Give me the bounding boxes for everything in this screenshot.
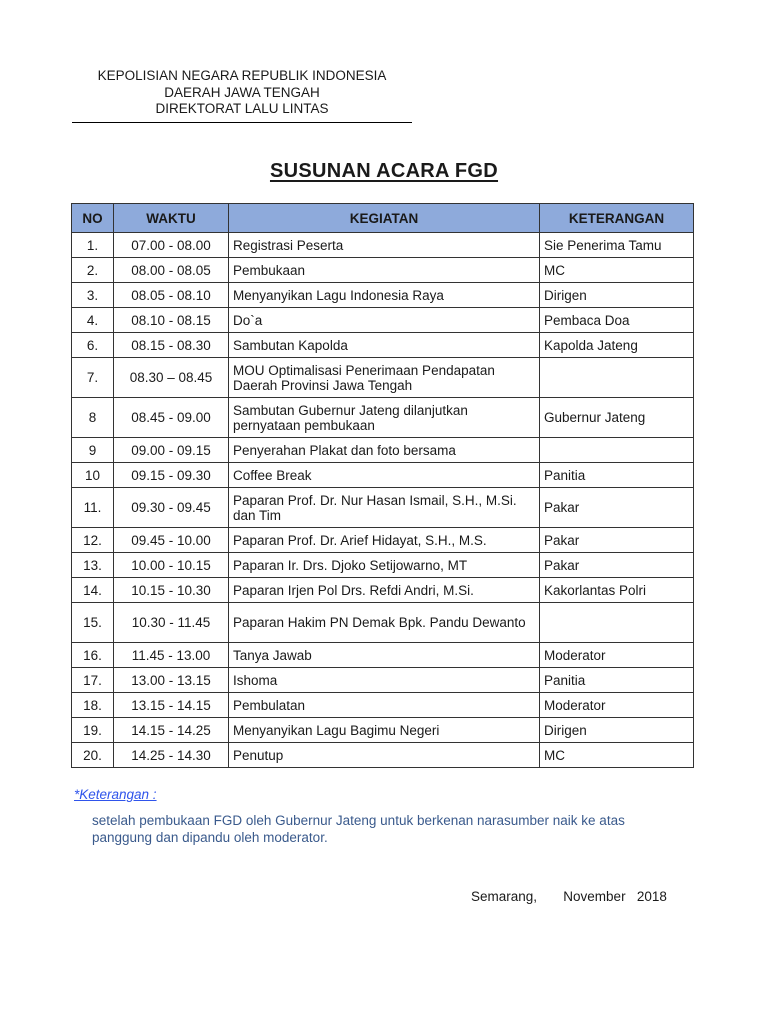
cell-activity: Paparan Ir. Drs. Djoko Setijowarno, MT — [229, 553, 540, 578]
table-header-row — [72, 204, 694, 233]
cell-no: 20. — [72, 743, 114, 768]
cell-note: Pakar — [540, 488, 694, 528]
header-no: NO — [72, 204, 114, 233]
letterhead-line-3: DIREKTORAT LALU LINTAS — [155, 101, 329, 116]
document-title — [0, 160, 768, 183]
table-row — [72, 398, 694, 438]
table-row — [72, 233, 694, 258]
cell-activity: Coffee Break — [229, 463, 540, 488]
header-kegiatan: KEGIATAN — [229, 204, 540, 233]
cell-no: 19. — [72, 718, 114, 743]
cell-activity: Sambutan Kapolda — [229, 333, 540, 358]
cell-note: Gubernur Jateng — [540, 398, 694, 438]
header-keterangan: KETERANGAN — [540, 204, 694, 233]
cell-no: 3. — [72, 283, 114, 308]
cell-activity: Paparan Prof. Dr. Arief Hidayat, S.H., M.S. — [229, 528, 540, 553]
table-row — [72, 438, 694, 463]
cell-time: 07.00 - 08.00 — [114, 233, 229, 258]
cell-activity: Sambutan Gubernur Jateng dilanjutkan pernyataan pembukaan — [229, 398, 540, 438]
table-row — [72, 488, 694, 528]
cell-time: 10.00 - 10.15 — [114, 553, 229, 578]
cell-no: 4. — [72, 308, 114, 333]
cell-activity: Paparan Hakim PN Demak Bpk. Pandu Dewanto — [229, 603, 540, 643]
cell-time: 10.30 - 11.45 — [114, 603, 229, 643]
cell-activity: Tanya Jawab — [229, 643, 540, 668]
table-row — [72, 528, 694, 553]
cell-time: 09.15 - 09.30 — [114, 463, 229, 488]
table-row — [72, 463, 694, 488]
cell-activity: Ishoma — [229, 668, 540, 693]
cell-time: 09.30 - 09.45 — [114, 488, 229, 528]
signoff-place-date: Semarang, November 2018 — [471, 889, 667, 904]
cell-note: Moderator — [540, 693, 694, 718]
cell-no: 10 — [72, 463, 114, 488]
table-row — [72, 693, 694, 718]
cell-note: Pembaca Doa — [540, 308, 694, 333]
cell-activity: Paparan Prof. Dr. Nur Hasan Ismail, S.H., M.Si. dan Tim — [229, 488, 540, 528]
remarks-body: setelah pembukaan FGD oleh Gubernur Jateng untuk berkenan narasumber naik ke atas panggung dan dipandu oleh moderator. — [92, 813, 625, 845]
table-row — [72, 358, 694, 398]
schedule-table — [71, 203, 694, 768]
cell-note: Kakorlantas Polri — [540, 578, 694, 603]
letterhead — [72, 68, 412, 123]
cell-activity: Registrasi Peserta — [229, 233, 540, 258]
cell-no: 8 — [72, 398, 114, 438]
letterhead-line-1: KEPOLISIAN NEGARA REPUBLIK INDONESIA — [97, 68, 387, 83]
cell-time: 14.25 - 14.30 — [114, 743, 229, 768]
cell-time: 14.15 - 14.25 — [114, 718, 229, 743]
header-waktu: WAKTU — [114, 204, 229, 233]
table-row — [72, 603, 694, 643]
cell-time: 08.10 - 08.15 — [114, 308, 229, 333]
cell-activity: Menyanyikan Lagu Indonesia Raya — [229, 283, 540, 308]
cell-no: 7. — [72, 358, 114, 398]
cell-no: 12. — [72, 528, 114, 553]
cell-note — [540, 603, 694, 643]
cell-note: MC — [540, 743, 694, 768]
cell-note — [540, 438, 694, 463]
cell-note: Dirigen — [540, 718, 694, 743]
cell-no: 15. — [72, 603, 114, 643]
cell-time: 08.45 - 09.00 — [114, 398, 229, 438]
table-row — [72, 553, 694, 578]
cell-note: Dirigen — [540, 283, 694, 308]
cell-no: 11. — [72, 488, 114, 528]
cell-time: 11.45 - 13.00 — [114, 643, 229, 668]
cell-no: 16. — [72, 643, 114, 668]
cell-note: Pakar — [540, 528, 694, 553]
table-row — [72, 308, 694, 333]
cell-no: 1. — [72, 233, 114, 258]
cell-time: 13.15 - 14.15 — [114, 693, 229, 718]
table-row — [72, 668, 694, 693]
cell-time: 08.05 - 08.10 — [114, 283, 229, 308]
cell-note: Panitia — [540, 668, 694, 693]
table-row — [72, 578, 694, 603]
remarks-title: *Keterangan : — [74, 787, 157, 802]
cell-note: Panitia — [540, 463, 694, 488]
cell-no: 2. — [72, 258, 114, 283]
table-row — [72, 258, 694, 283]
cell-note — [540, 358, 694, 398]
cell-no: 13. — [72, 553, 114, 578]
cell-activity: Menyanyikan Lagu Bagimu Negeri — [229, 718, 540, 743]
schedule-body — [72, 233, 694, 768]
cell-time: 09.45 - 10.00 — [114, 528, 229, 553]
table-row — [72, 743, 694, 768]
table-row — [72, 718, 694, 743]
cell-activity: MOU Optimalisasi Penerimaan Pendapatan Daerah Provinsi Jawa Tengah — [229, 358, 540, 398]
cell-time: 10.15 - 10.30 — [114, 578, 229, 603]
table-row — [72, 643, 694, 668]
cell-activity: Pembulatan — [229, 693, 540, 718]
letterhead-line-2: DAERAH JAWA TENGAH — [164, 84, 320, 100]
cell-time: 09.00 - 09.15 — [114, 438, 229, 463]
cell-no: 14. — [72, 578, 114, 603]
cell-note: Pakar — [540, 553, 694, 578]
table-row — [72, 333, 694, 358]
cell-no: 18. — [72, 693, 114, 718]
cell-time: 08.15 - 08.30 — [114, 333, 229, 358]
cell-note: Kapolda Jateng — [540, 333, 694, 358]
cell-activity: Do`a — [229, 308, 540, 333]
cell-note: Moderator — [540, 643, 694, 668]
document-title-text: SUSUNAN ACARA FGD — [269, 160, 499, 182]
cell-activity: Paparan Irjen Pol Drs. Refdi Andri, M.Si. — [229, 578, 540, 603]
cell-activity: Penutup — [229, 743, 540, 768]
cell-time: 08.00 - 08.05 — [114, 258, 229, 283]
cell-time: 08.30 – 08.45 — [114, 358, 229, 398]
table-row — [72, 283, 694, 308]
cell-activity: Pembukaan — [229, 258, 540, 283]
cell-no: 17. — [72, 668, 114, 693]
cell-time: 13.00 - 13.15 — [114, 668, 229, 693]
cell-activity: Penyerahan Plakat dan foto bersama — [229, 438, 540, 463]
cell-no: 9 — [72, 438, 114, 463]
cell-no: 6. — [72, 333, 114, 358]
cell-note: Sie Penerima Tamu — [540, 233, 694, 258]
cell-note: MC — [540, 258, 694, 283]
